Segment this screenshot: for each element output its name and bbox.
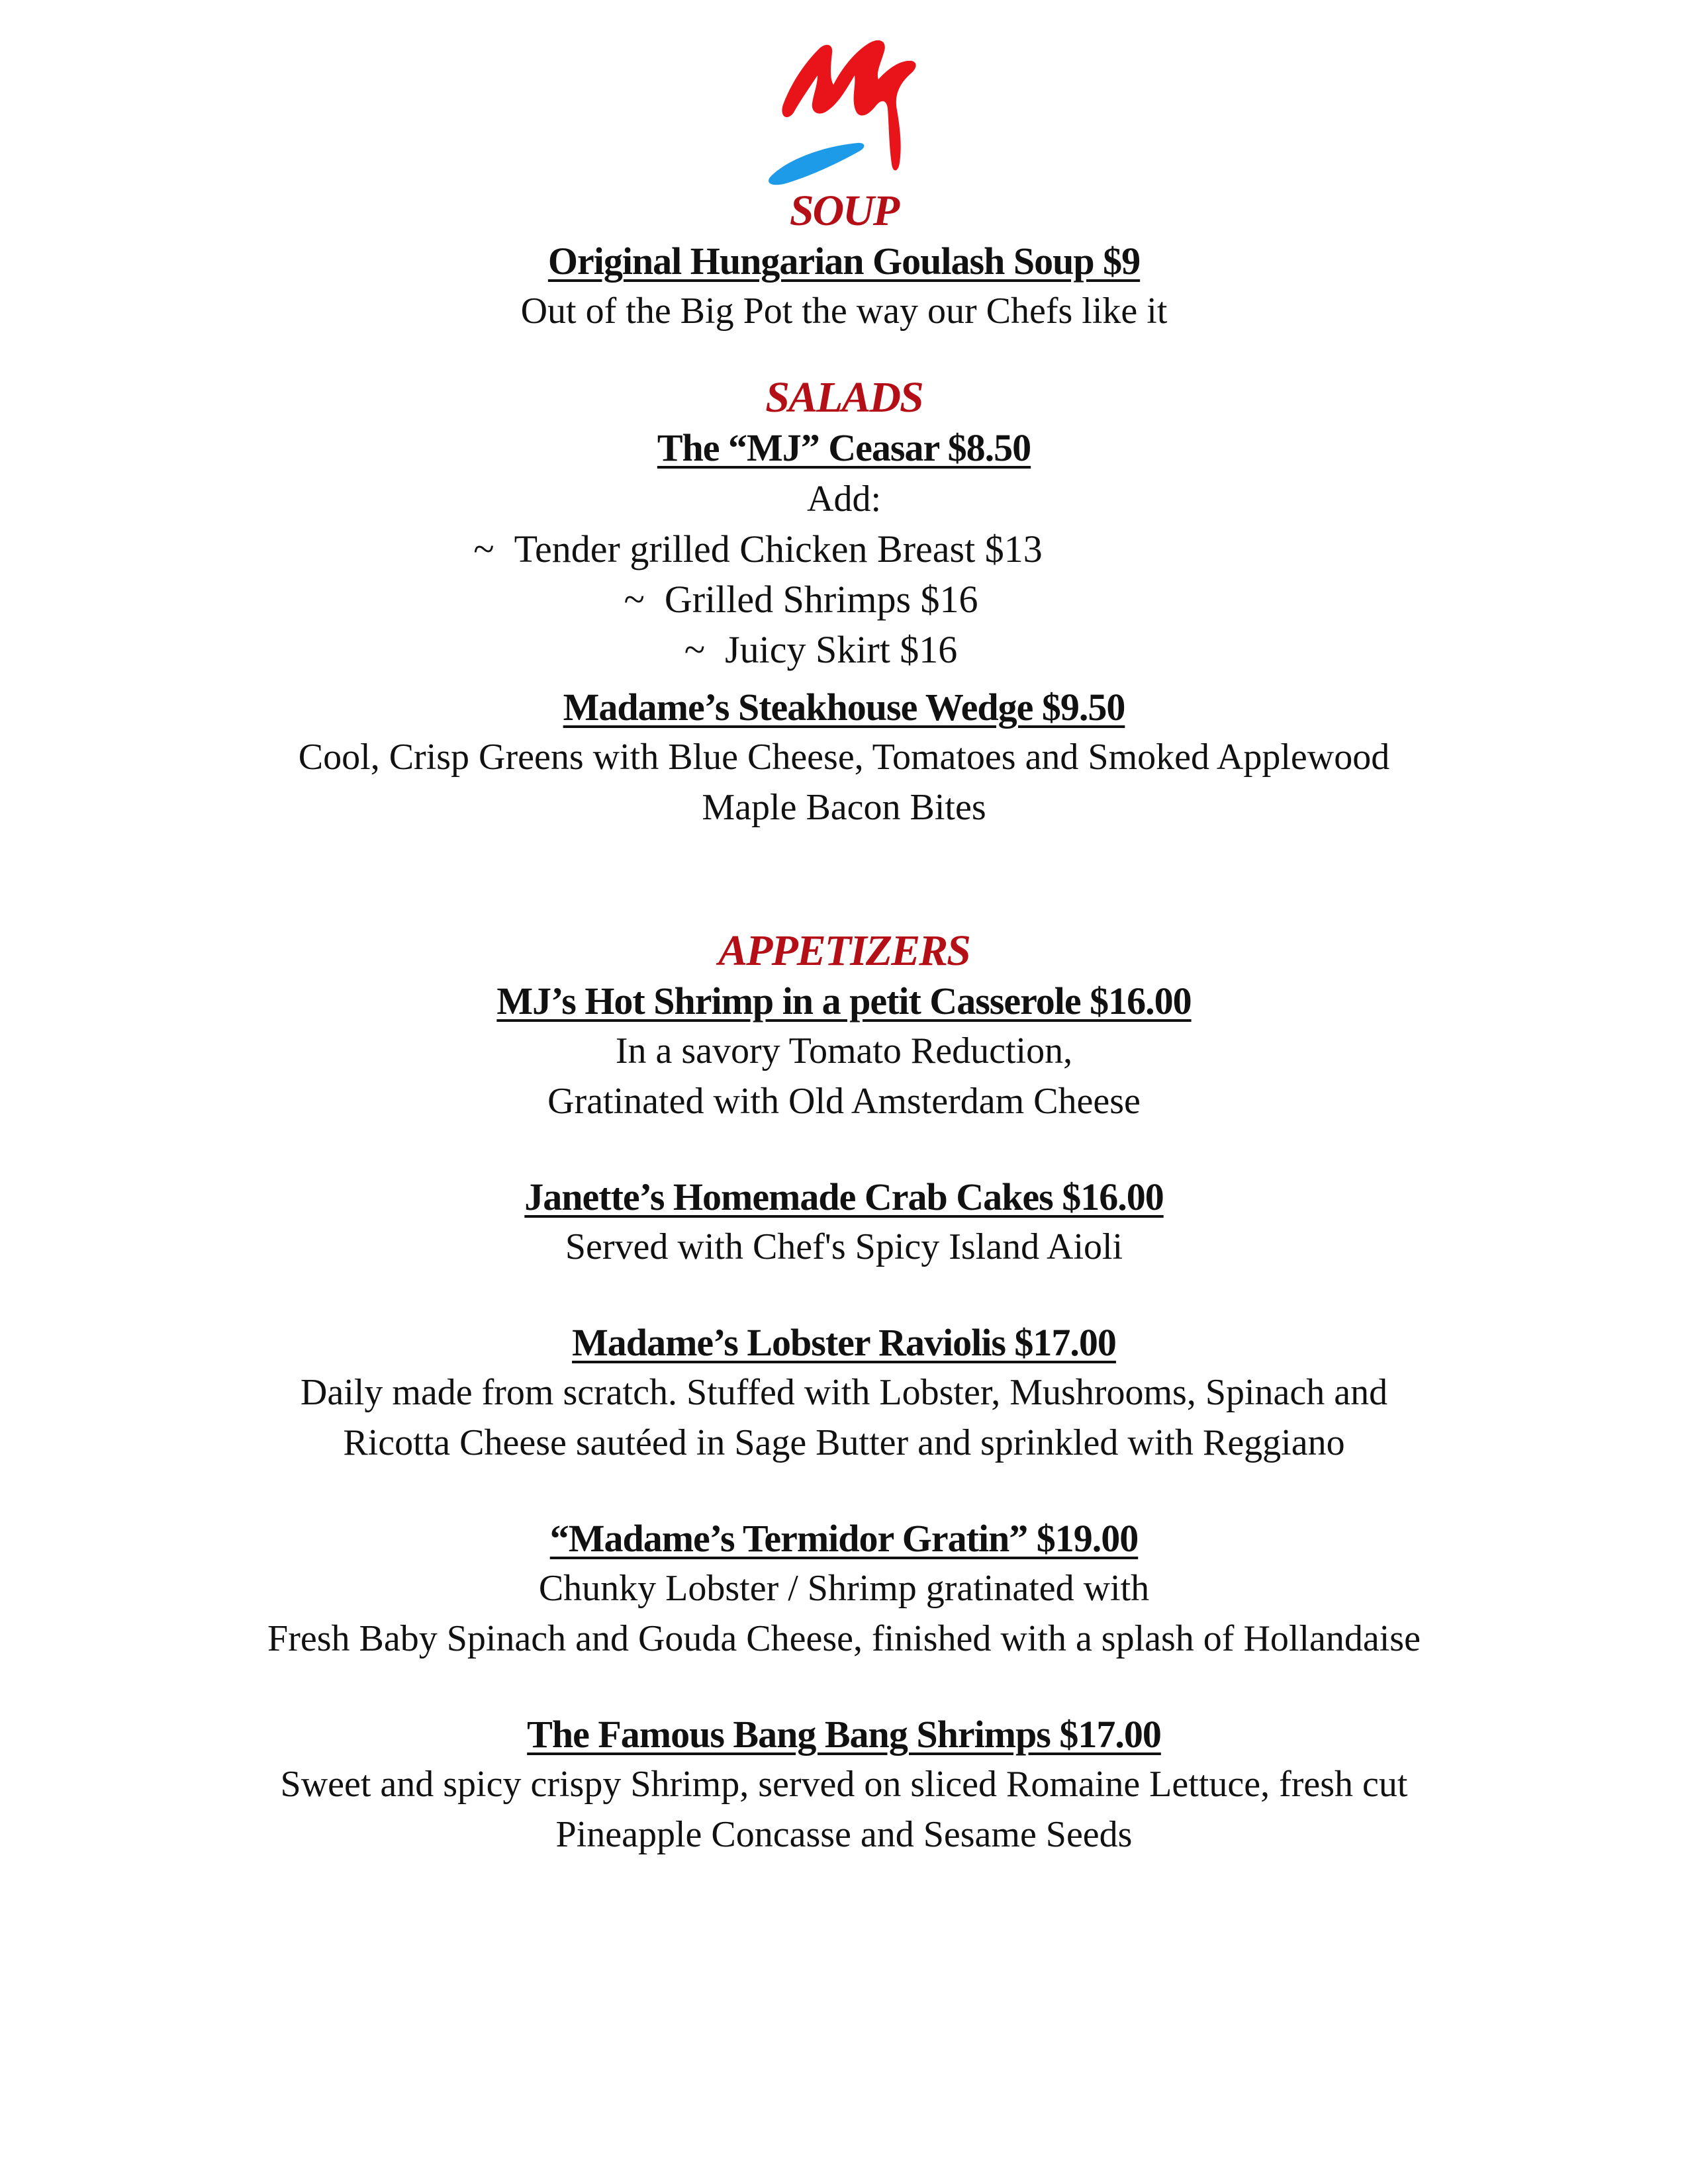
item-description-lobster-raviolis: Ricotta Cheese sautéed in Sage Butter and sprinkled with Reggiano bbox=[343, 1422, 1345, 1463]
section-title-appetizers: APPETIZERS bbox=[718, 927, 970, 975]
item-description-termidor-gratin: Fresh Baby Spinach and Gouda Cheese, finished with a splash of Hollandaise bbox=[267, 1618, 1421, 1659]
item-description-hot-shrimp: Gratinated with Old Amsterdam Cheese bbox=[547, 1081, 1141, 1122]
section-title-salads: SALADS bbox=[765, 373, 923, 422]
item-name-mj-caesar: The “MJ” Ceasar $8.50 bbox=[657, 426, 1031, 469]
restaurant-logo bbox=[758, 26, 937, 192]
item-description-steakhouse-wedge: Maple Bacon Bites bbox=[702, 787, 986, 828]
item-name-bang-bang-shrimps: The Famous Bang Bang Shrimps $17.00 bbox=[527, 1713, 1161, 1756]
item-description-termidor-gratin: Chunky Lobster / Shrimp gratinated with bbox=[538, 1568, 1150, 1609]
logo-blue-swoosh bbox=[769, 143, 864, 185]
addon-label: Grilled Shrimps $16 bbox=[664, 578, 978, 621]
appetizer-item bbox=[0, 1514, 1688, 1664]
caesar-add-label: Add: bbox=[807, 478, 881, 520]
item-name-goulash-soup: Original Hungarian Goulash Soup $9 bbox=[547, 240, 1141, 283]
item-description-lobster-raviolis: Daily made from scratch. Stuffed with Lobster, Mushrooms, Spinach and bbox=[300, 1372, 1388, 1413]
item-description-goulash-soup: Out of the Big Pot the way our Chefs like it bbox=[520, 291, 1168, 332]
item-description-hot-shrimp: In a savory Tomato Reduction, bbox=[615, 1030, 1073, 1071]
addon-marker: ~ bbox=[473, 527, 494, 570]
caesar-addon-item bbox=[0, 625, 1688, 675]
item-name-crab-cakes: Janette’s Homemade Crab Cakes $16.00 bbox=[524, 1175, 1164, 1218]
appetizer-item bbox=[0, 1710, 1688, 1860]
item-name-steakhouse-wedge: Madame’s Steakhouse Wedge $9.50 bbox=[563, 686, 1125, 729]
section-soup bbox=[0, 185, 1688, 336]
section-salads bbox=[0, 372, 1688, 833]
item-description-steakhouse-wedge: Cool, Crisp Greens with Blue Cheese, Tomatoes and Smoked Applewood bbox=[298, 737, 1390, 778]
addon-label: Tender grilled Chicken Breast $13 bbox=[514, 527, 1043, 570]
item-name-termidor-gratin: “Madame’s Termidor Gratin” $19.00 bbox=[549, 1517, 1139, 1560]
section-appetizers bbox=[0, 925, 1688, 1860]
appetizer-item bbox=[0, 1173, 1688, 1272]
item-name-hot-shrimp: MJ’s Hot Shrimp in a petit Casserole $16.00 bbox=[496, 979, 1192, 1023]
addon-marker: ~ bbox=[624, 578, 645, 621]
item-description-bang-bang-shrimps: Sweet and spicy crispy Shrimp, served on sliced Romaine Lettuce, fresh cut bbox=[280, 1764, 1408, 1805]
addon-label: Juicy Skirt $16 bbox=[725, 628, 958, 671]
item-description-bang-bang-shrimps: Pineapple Concasse and Sesame Seeds bbox=[555, 1814, 1133, 1855]
caesar-addon-item bbox=[0, 574, 1688, 625]
menu-content bbox=[0, 185, 1688, 1860]
addon-marker: ~ bbox=[684, 628, 706, 671]
appetizer-item bbox=[0, 977, 1688, 1126]
appetizer-item bbox=[0, 1318, 1688, 1468]
item-description-crab-cakes: Served with Chef's Spicy Island Aioli bbox=[565, 1226, 1123, 1267]
caesar-addon-item bbox=[0, 524, 1688, 574]
item-name-lobster-raviolis: Madame’s Lobster Raviolis $17.00 bbox=[572, 1321, 1116, 1364]
section-title-soup: SOUP bbox=[789, 187, 899, 235]
